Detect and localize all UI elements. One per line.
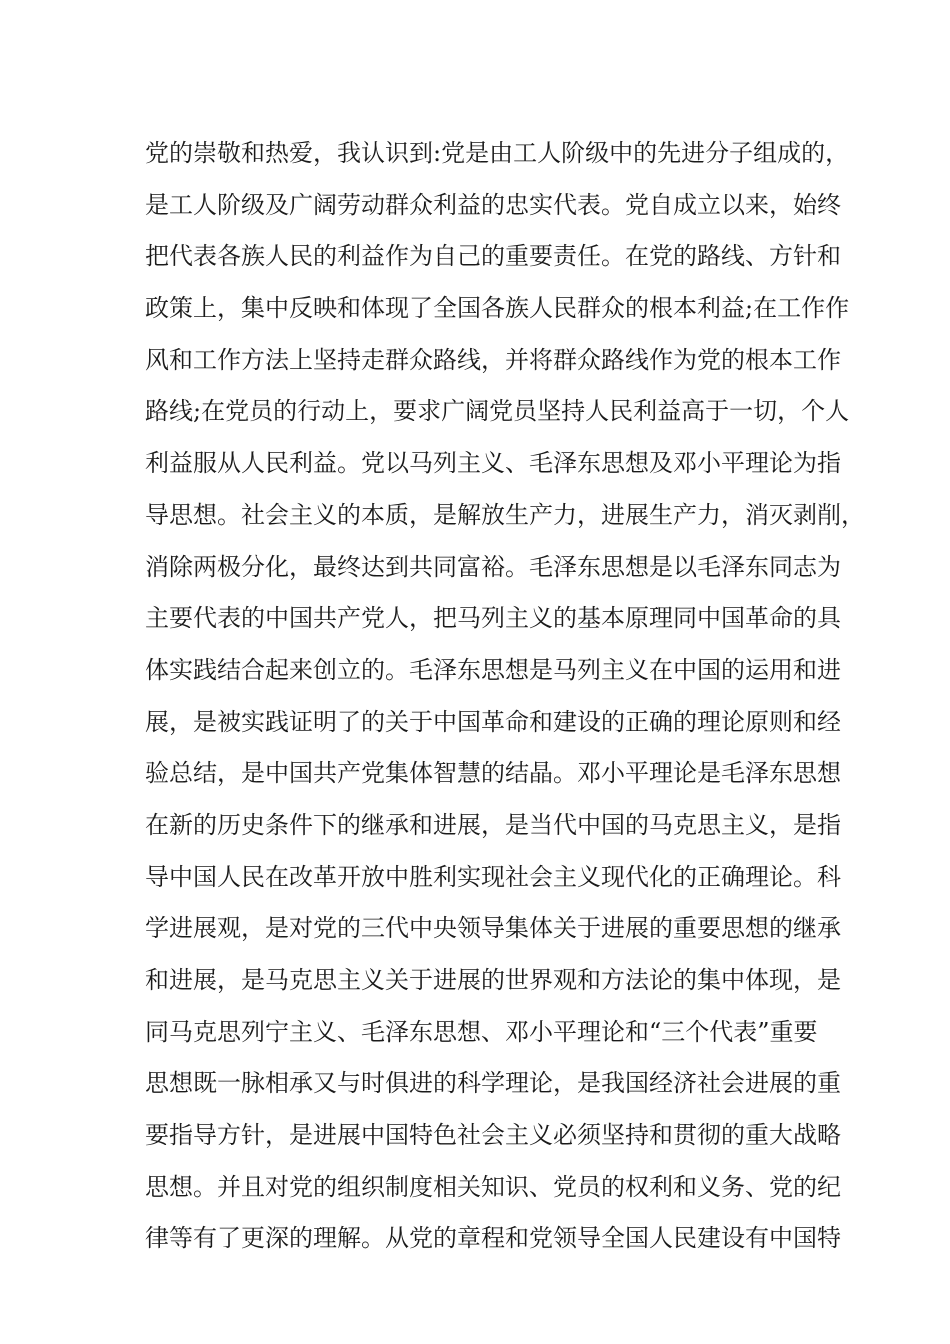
text-line: 律等有了更深的理解。从党的章程和党领导全国人民建设有中国特 [145, 1224, 841, 1253]
text-line: 风和工作方法上坚持走群众路线，并将群众路线作为党的根本工作 [145, 345, 841, 374]
text-line: 路线;在党员的行动上，要求广阔党员坚持人民利益高于一切，个人 [145, 397, 850, 426]
text-line: 政策上，集中反映和体现了全国各族人民群众的根本利益;在工作作 [145, 294, 850, 323]
text-line: 体实践结合起来创立的。毛泽东思想是马列主义在中国的运用和进 [145, 655, 841, 684]
text-line: 党的崇敬和热爱，我认识到:党是由工人阶级中的先进分子组成的， [145, 139, 850, 167]
text-line: 主要代表的中国共产党人，把马列主义的基本原理同中国革命的具 [145, 604, 841, 633]
text-line: 消除两极分化，最终达到共同富裕。毛泽东思想是以毛泽东同志为 [145, 552, 841, 581]
text-line: 利益服从人民利益。党以马列主义、毛泽东思想及邓小平理论为指 [145, 449, 841, 478]
text-line: 导中国人民在改革开放中胜利实现社会主义现代化的正确理论。科 [145, 862, 841, 891]
text-line: 思想。并且对党的组织制度相关知识、党员的权利和义务、党的纪 [145, 1172, 841, 1201]
text-line: 是工人阶级及广阔劳动群众利益的忠实代表。党自成立以来，始终 [145, 190, 841, 219]
body-text [145, 128, 865, 1265]
text-line: 在新的历史条件下的继承和进展，是当代中国的马克思主义，是指 [145, 810, 841, 839]
text-line: 把代表各族人民的利益作为自己的重要责任。在党的路线、方针和 [145, 242, 841, 271]
text-line: 要指导方针，是进展中国特色社会主义必须坚持和贯彻的重大战略 [145, 1121, 841, 1150]
text-line: 导思想。社会主义的本质，是解放生产力，进展生产力，消灭剥削， [145, 500, 865, 529]
text-line: 同马克思列宁主义、毛泽东思想、邓小平理论和“三个代表”重要 [145, 1017, 818, 1046]
text-line: 展，是被实践证明了的关于中国革命和建设的正确的理论原则和经 [145, 707, 841, 736]
text-line: 验总结，是中国共产党集体智慧的结晶。邓小平理论是毛泽东思想 [145, 759, 841, 788]
text-line: 和进展，是马克思主义关于进展的世界观和方法论的集中体现，是 [145, 966, 841, 994]
text-line: 学进展观，是对党的三代中央领导集体关于进展的重要思想的继承 [145, 914, 841, 943]
text-line: 思想既一脉相承又与时俱进的科学理论，是我国经济社会进展的重 [145, 1069, 841, 1098]
